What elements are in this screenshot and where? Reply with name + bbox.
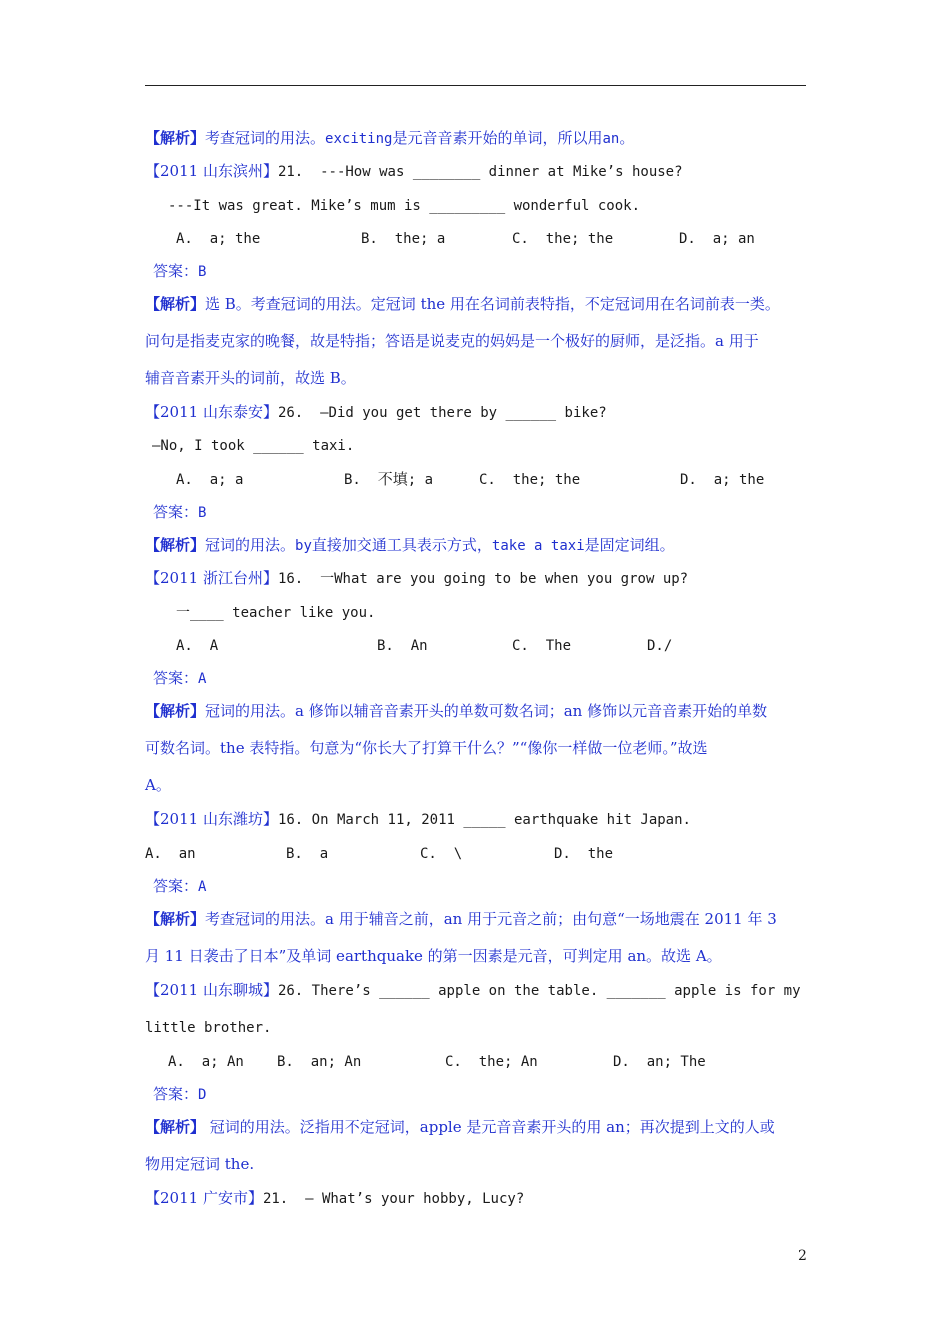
text-run: 【2011 山东泰安】 (145, 403, 278, 421)
text-line (554, 843, 613, 864)
text-line (145, 909, 777, 929)
text-run: D. a; the (680, 472, 765, 488)
text-run: 问句是指麦克家的晚餐，故是特指；答语是说麦克的妈妈是一个极好的厨师，是泛指。a 用于 (145, 332, 759, 350)
header-rule (145, 85, 806, 86)
text-line (145, 738, 708, 758)
text-line (145, 701, 767, 721)
text-line (361, 228, 445, 249)
text-run: 【2011 山东潍坊】 (145, 810, 278, 828)
text-run: C. The (512, 638, 572, 654)
text-run: 26. —Did you get there by ______ bike? (277, 405, 607, 421)
text-run: 答案： (153, 1085, 199, 1103)
text-line (512, 228, 613, 249)
text-run: A。 (145, 776, 171, 794)
text-line (145, 946, 722, 966)
text-line (613, 1051, 706, 1072)
text-line (145, 331, 759, 351)
text-run: 【2011 山东聊城】 (145, 981, 278, 999)
text-run: 21. — What’s your hobby, Lucy? (262, 1191, 525, 1207)
text-run: ; a (407, 472, 434, 488)
text-line (176, 635, 218, 656)
text-run: 答案： (153, 669, 199, 687)
text-run: 物用定冠词 the. (145, 1155, 255, 1173)
text-run: 【解析】 (145, 1118, 206, 1136)
text-line (145, 294, 780, 314)
text-line (153, 1084, 206, 1105)
text-run: B. An (377, 638, 428, 654)
text-run: D. a; an (679, 231, 755, 247)
text-run: 可数名词。the 表特指。句意为“你长大了打算干什么？”“像你一样做一位老师。”故选 (145, 739, 708, 757)
text-run: B (198, 264, 207, 280)
text-run: 。 (619, 129, 635, 147)
text-line (286, 843, 328, 864)
text-line (152, 435, 354, 456)
text-run: 【解析】 (145, 536, 206, 554)
text-run: A. a; An (168, 1054, 244, 1070)
text-run: 是元音音素开始的单词，所以用 (392, 129, 603, 147)
text-run: A. a; the (176, 231, 261, 247)
text-run: A. a; a (176, 472, 244, 488)
text-line (680, 469, 764, 490)
text-run: 16. On March 11, 2011 _____ earthquake hit Japan. (277, 812, 691, 828)
text-run: B. a (286, 846, 329, 862)
text-run: 直接加交通工具表示方式， (311, 536, 492, 554)
text-run: 冠词的用法。a 修饰以辅音音素开头的单数可数名词；an 修饰以元音音素开始的单数 (205, 702, 768, 720)
text-line (647, 635, 672, 656)
text-line (145, 1017, 271, 1038)
text-line (153, 876, 206, 897)
text-run: D. an; The (613, 1054, 706, 1070)
text-line (153, 502, 206, 523)
text-run: 【2011 山东滨州】 (145, 162, 278, 180)
text-run: 21. ---How was ________ dinner at Mike’s house? (277, 164, 683, 180)
text-run: B. the; a (361, 231, 446, 247)
text-run: 【解析】 (145, 910, 206, 928)
text-line (145, 843, 196, 864)
text-run: 答案： (153, 877, 199, 895)
text-run: A. an (145, 846, 196, 862)
text-run: 16. 一What are you going to be when you grow up? (277, 571, 689, 587)
text-run: 一____ teacher like you. (176, 605, 376, 621)
text-run: 【2011 广安市】 (145, 1189, 263, 1207)
text-line (145, 980, 801, 1001)
text-run: 【解析】 (145, 702, 206, 720)
text-line (145, 1117, 775, 1137)
text-run: 是固定词组。 (584, 536, 675, 554)
text-line (145, 402, 607, 423)
text-run: 月 11 日袭击了日本”及单词 earthquake 的第一因素是元音，可判定用 an。故选 A。 (145, 947, 722, 965)
text-line (679, 228, 755, 249)
text-run: D./ (647, 638, 673, 654)
text-run: 答案： (153, 262, 199, 280)
text-line (344, 469, 433, 490)
text-line (168, 1051, 244, 1072)
text-line (145, 128, 634, 149)
text-run: 【2011 浙江台州】 (145, 569, 278, 587)
text-run: little brother. (145, 1020, 272, 1036)
text-run: by (295, 538, 312, 554)
text-run: 冠词的用法。 (205, 536, 296, 554)
text-line (145, 161, 683, 182)
text-line (176, 228, 260, 249)
text-run: B. (344, 472, 378, 488)
text-run: D. the (554, 846, 614, 862)
text-run: ---It was great. Mike’s mum is _________ wonderful cook. (168, 198, 641, 214)
text-line (168, 195, 640, 216)
text-line (145, 809, 691, 830)
text-line (176, 602, 375, 623)
text-run: C. the; the (479, 472, 581, 488)
text-run: C. \ (420, 846, 463, 862)
text-run: exciting (325, 131, 393, 147)
text-line (512, 635, 571, 656)
text-line (145, 1188, 524, 1209)
text-run: 答案： (153, 503, 199, 521)
text-run: take a taxi (491, 538, 585, 554)
text-line (479, 469, 580, 490)
text-line (377, 635, 428, 656)
text-run: 【解析】 (145, 129, 206, 147)
text-line (420, 843, 462, 864)
text-run: an (602, 131, 620, 147)
text-run: B (198, 505, 207, 521)
text-run: A. A (176, 638, 219, 654)
text-line (445, 1051, 538, 1072)
text-line (277, 1051, 361, 1072)
text-run: 【解析】 (145, 295, 206, 313)
text-run: 辅音音素开头的词前，故选 B。 (145, 369, 356, 387)
page-number: 2 (798, 1248, 807, 1264)
text-run: D (198, 1087, 207, 1103)
text-run: 26. There’s ______ apple on the table. _______ apple is for my (277, 983, 801, 999)
text-run: A (198, 671, 207, 687)
text-run: B. an; An (277, 1054, 362, 1070)
text-line (176, 469, 243, 490)
text-line (153, 261, 206, 282)
text-run: 考查冠词的用法。a 用于辅音之前，an 用于元音之前；由句意“一场地震在 2011 年 3 (205, 910, 777, 928)
text-run: 不填 (377, 470, 408, 488)
text-line (145, 1154, 254, 1174)
text-run: C. the; the (512, 231, 614, 247)
text-line (145, 535, 675, 556)
text-line (145, 368, 356, 388)
text-line (153, 668, 206, 689)
text-line (145, 775, 171, 795)
text-run: 选 B。考查冠词的用法。定冠词 the 用在名词前表特指，不定冠词用在名词前表一类。 (205, 295, 780, 313)
text-run: 冠词的用法。泛指用不定冠词，apple 是元音音素开头的用 an；再次提到上文的人或 (205, 1118, 775, 1136)
text-run: A (198, 879, 207, 895)
text-run: 考查冠词的用法。 (205, 129, 326, 147)
text-run: C. the; An (445, 1054, 538, 1070)
text-line (145, 568, 688, 589)
text-run: —No, I took ______ taxi. (152, 438, 355, 454)
